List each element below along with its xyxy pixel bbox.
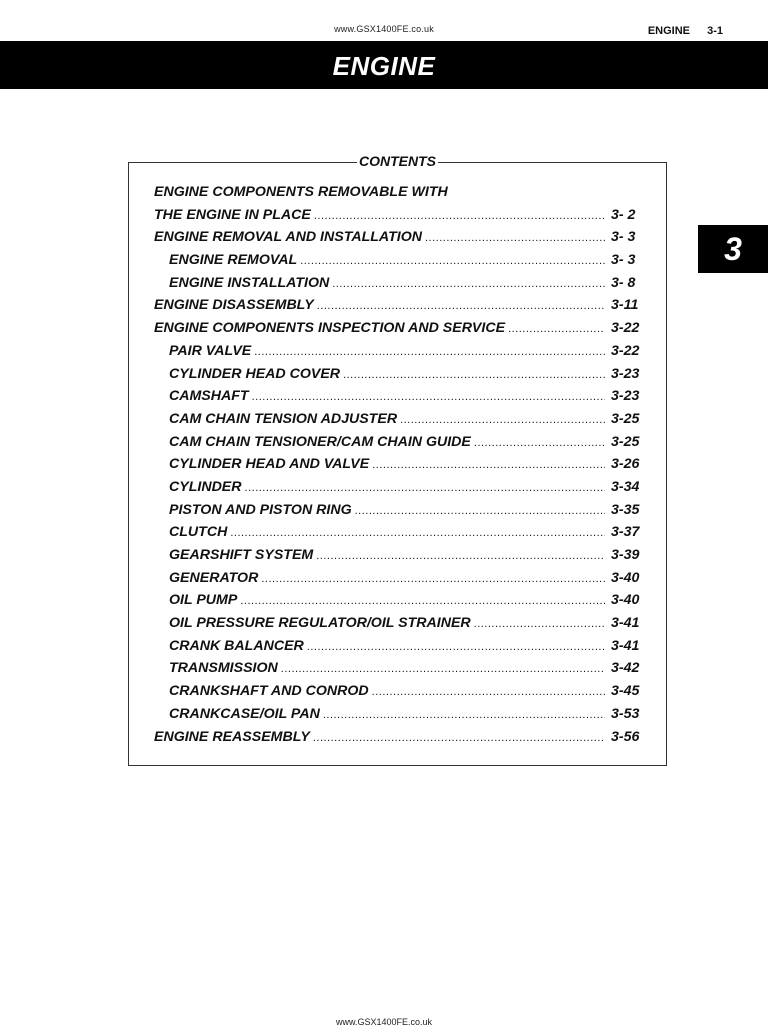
toc-leader-dots — [474, 613, 605, 636]
toc-entry[interactable] — [154, 680, 649, 703]
header-url: www.GSX1400FE.co.uk — [334, 24, 434, 34]
toc-entry-label: ENGINE COMPONENTS INSPECTION AND SERVICE — [154, 320, 506, 337]
toc-entry-page: 3-42 — [611, 660, 640, 677]
toc-entry-label: GEARSHIFT SYSTEM — [169, 547, 314, 563]
toc-entry-page: 3- 3 — [611, 229, 636, 246]
toc-entry-page: 3-34 — [611, 478, 640, 495]
toc-entry[interactable] — [154, 249, 649, 272]
toc-entry-label: THE ENGINE IN PLACE — [154, 206, 311, 223]
toc-entry[interactable] — [154, 612, 649, 635]
toc-leader-dots — [261, 568, 605, 591]
page-number: 3-1 — [707, 25, 723, 37]
toc-entry-label: CYLINDER HEAD COVER — [169, 365, 341, 382]
toc-leader-dots — [300, 250, 605, 273]
toc-leader-dots — [316, 545, 605, 568]
toc-entry-label: ENGINE REMOVAL AND INSTALLATION — [154, 229, 422, 246]
toc-entry-label: CYLINDER HEAD AND VALVE — [169, 456, 370, 473]
toc-entry-label: PISTON AND PISTON RING — [169, 501, 352, 518]
toc-entry-page: 3-25 — [611, 410, 640, 427]
toc-entry[interactable] — [154, 226, 649, 249]
toc-entry-page: 3- 3 — [611, 252, 636, 269]
section-name: ENGINE — [647, 25, 691, 37]
toc-entry-label: CAM CHAIN TENSION ADJUSTER — [169, 410, 398, 427]
toc-entry-label: ENGINE REASSEMBLY — [154, 728, 310, 745]
toc-leader-dots — [323, 704, 605, 727]
toc-entry[interactable] — [154, 726, 649, 749]
toc-entry-label: OIL PRESSURE REGULATOR/OIL STRAINER — [169, 615, 471, 632]
toc-entry-page: 3-40 — [611, 592, 640, 609]
toc-entry[interactable] — [154, 363, 649, 386]
toc-leader-dots — [314, 205, 605, 228]
toc-entry-label: ENGINE DISASSEMBLY — [154, 297, 314, 314]
toc-entry-label: CAMSHAFT — [169, 388, 249, 405]
toc-entry-page: 3-22 — [611, 342, 640, 359]
footer-url: www.GSX1400FE.co.uk — [335, 1017, 433, 1027]
toc-entry-page: 3- 8 — [611, 274, 636, 291]
toc-entry-page: 3-25 — [611, 433, 640, 450]
toc-entry-label: ENGINE REMOVAL — [169, 252, 298, 269]
toc-entry-label: CRANKSHAFT AND CONROD — [169, 683, 369, 700]
toc-entry-page: 3-23 — [611, 388, 640, 405]
toc-leader-dots — [245, 477, 605, 500]
toc-entry-label: PAIR VALVE — [169, 342, 252, 359]
chapter-title-bar — [0, 41, 768, 89]
toc-entry[interactable] — [154, 272, 649, 295]
contents-heading-wrap — [129, 153, 666, 171]
toc-entry-page: 3-53 — [611, 705, 640, 722]
toc-entry[interactable] — [154, 294, 649, 317]
toc-entry-page: 3-26 — [611, 456, 640, 473]
toc-entry[interactable] — [154, 544, 649, 567]
toc-leader-dots — [252, 386, 605, 409]
toc-entry[interactable] — [154, 521, 649, 544]
toc-entry[interactable] — [154, 657, 649, 680]
toc-entry[interactable] — [154, 317, 649, 340]
toc-entry[interactable] — [154, 499, 649, 522]
toc-entry-page: 3-56 — [611, 728, 640, 745]
toc-entry-page: 3-41 — [611, 637, 640, 654]
toc-leader-dots — [474, 432, 605, 455]
toc-entry-label: OIL PUMP — [169, 592, 238, 609]
toc-entry-page: 3-11 — [611, 297, 639, 314]
toc-entry-page: 3-45 — [611, 683, 640, 700]
table-of-contents — [154, 181, 649, 748]
toc-entry[interactable] — [154, 340, 649, 363]
toc-entry-page: 3-39 — [611, 547, 640, 563]
toc-entry-label: CYLINDER — [169, 478, 242, 495]
toc-entry-page: 3-37 — [611, 524, 640, 541]
contents-heading: CONTENTS — [359, 153, 436, 169]
toc-entry[interactable] — [154, 408, 649, 431]
chapter-title: ENGINE — [332, 51, 436, 81]
toc-leader-dots — [307, 636, 605, 659]
toc-leader-dots — [508, 318, 605, 341]
toc-leader-dots — [281, 658, 605, 681]
toc-entry[interactable] — [154, 635, 649, 658]
toc-entry-label: ENGINE INSTALLATION — [169, 274, 330, 291]
toc-entry[interactable] — [154, 453, 649, 476]
toc-leader-dots — [400, 409, 605, 432]
toc-leader-dots — [332, 273, 605, 296]
toc-entry[interactable] — [154, 181, 649, 204]
toc-leader-dots — [317, 295, 605, 318]
toc-entry[interactable] — [154, 589, 649, 612]
toc-leader-dots — [240, 590, 605, 613]
toc-entry-label: CLUTCH — [169, 524, 228, 541]
toc-leader-dots — [254, 341, 605, 364]
page-reference — [648, 25, 723, 37]
contents-box — [128, 153, 667, 766]
toc-leader-dots — [343, 364, 605, 387]
chapter-tab-number: 3 — [724, 231, 742, 267]
chapter-tab — [698, 225, 768, 273]
toc-entry-label: ENGINE COMPONENTS REMOVABLE WITH — [154, 184, 448, 200]
toc-entry-page: 3-41 — [611, 615, 640, 632]
toc-entry-page: 3-22 — [611, 320, 640, 337]
toc-entry-label: TRANSMISSION — [169, 660, 278, 677]
toc-entry[interactable] — [154, 385, 649, 408]
toc-entry-page: 3-35 — [611, 501, 640, 518]
toc-entry[interactable] — [154, 431, 649, 454]
toc-entry-label: GENERATOR — [169, 569, 259, 586]
toc-entry[interactable] — [154, 703, 649, 726]
toc-entry[interactable] — [154, 476, 649, 499]
toc-entry-page: 3-23 — [611, 365, 640, 382]
toc-entry[interactable] — [154, 567, 649, 590]
toc-entry-label: CRANK BALANCER — [169, 637, 304, 654]
toc-leader-dots — [372, 681, 605, 704]
toc-leader-dots — [355, 500, 605, 523]
toc-entry-page: 3- 2 — [611, 206, 636, 223]
toc-entry-label: CAM CHAIN TENSIONER/CAM CHAIN GUIDE — [169, 433, 471, 450]
toc-entry-page: 3-40 — [611, 569, 640, 586]
toc-entry[interactable] — [154, 204, 649, 227]
toc-entry-label: CRANKCASE/OIL PAN — [169, 705, 320, 722]
toc-leader-dots — [230, 522, 605, 545]
toc-leader-dots — [313, 727, 605, 750]
toc-leader-dots — [425, 227, 605, 250]
toc-leader-dots — [372, 454, 605, 477]
